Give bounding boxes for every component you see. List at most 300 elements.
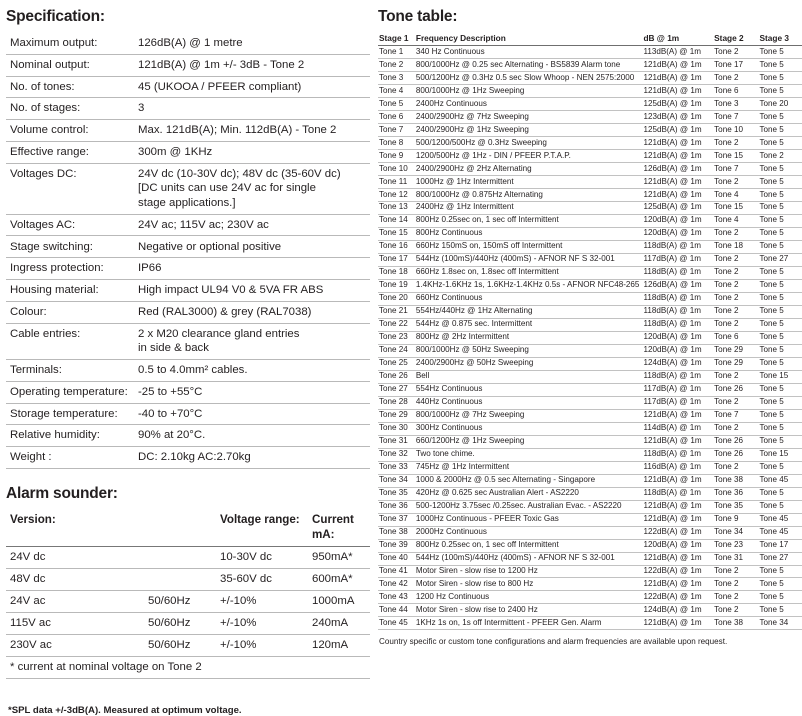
tone-cell: Tone 2 [714,72,759,85]
specification-table-body [6,33,370,468]
tone-cell: Tone 1 [378,46,416,59]
tone-table-row [378,124,802,137]
tone-cell: 121dB(A) @ 1m [643,137,714,150]
tone-cell: 800Hz 0.25sec on, 1 sec off Intermittent [416,214,644,227]
tone-cell: Tone 17 [378,253,416,266]
tone-cell: Tone 2 [714,266,759,279]
spec-row [6,33,370,54]
tone-cell: Tone 2 [714,422,759,435]
alarm-cell: 50/60Hz [148,590,220,612]
tone-cell: 121dB(A) @ 1m [643,617,714,630]
tone-table-row [378,513,802,526]
tone-cell: Tone 5 [759,175,802,188]
spec-row-label: Maximum output: [6,33,134,54]
spec-row-value: -25 to +55°C [134,381,370,403]
tone-table-row [378,474,802,487]
tone-cell: Tone 35 [378,487,416,500]
alarm-sounder-table-body [6,546,370,678]
tone-cell: Tone 9 [714,513,759,526]
spec-row-value: 24V dc (10-30V dc); 48V dc (35-60V dc) [DC units can use 24V ac for single stage applications.] [134,163,370,214]
tone-cell: Motor Siren - slow rise to 2400 Hz [416,604,644,617]
tone-cell: 121dB(A) @ 1m [643,59,714,72]
tone-cell: Tone 40 [378,552,416,565]
tone-cell: 2400Hz @ 1Hz Intermittent [416,201,644,214]
tone-cell: Tone 7 [714,409,759,422]
spec-row [6,141,370,163]
tone-cell: 116dB(A) @ 1m [643,461,714,474]
tone-cell: 118dB(A) @ 1m [643,370,714,383]
tone-table-title: Tone table: [378,8,458,25]
tone-cell: 2400/2900Hz @ 2Hz Alternating [416,162,644,175]
tone-table-row [378,617,802,630]
tone-cell: Tone 29 [714,344,759,357]
tone-cell: Tone 27 [759,552,802,565]
tone-cell: 121dB(A) @ 1m [643,409,714,422]
tone-cell: Tone 2 [714,604,759,617]
tone-cell: 660Hz 150mS on, 150mS off Intermittent [416,240,644,253]
spl-note: *SPL data +/-3dB(A). Measured at optimum voltage. [8,704,242,716]
tone-cell: 745Hz @ 1Hz Intermittent [416,461,644,474]
alarm-cell: 24V dc [6,546,148,568]
tone-cell: 120dB(A) @ 1m [643,344,714,357]
alarm-cell: 35-60V dc [220,568,312,590]
spec-row-value: 121dB(A) @ 1m +/- 3dB - Tone 2 [134,54,370,76]
tone-cell: 544Hz @ 0.875 sec. Intermittent [416,318,644,331]
tone-cell: 118dB(A) @ 1m [643,487,714,500]
tone-cell: Tone 2 [714,279,759,292]
tone-cell: Tone 24 [378,344,416,357]
tone-table-row [378,604,802,617]
spec-row-value: 45 (UKOOA / PFEER compliant) [134,76,370,98]
tone-table-row [378,201,802,214]
tone-cell: Tone 34 [378,474,416,487]
tone-cell: 120dB(A) @ 1m [643,227,714,240]
spec-row-value: 90% at 20°C. [134,425,370,447]
tone-cell: Tone 25 [378,357,416,370]
spec-row-value: Max. 121dB(A); Min. 112dB(A) - Tone 2 [134,120,370,142]
spec-row [6,280,370,302]
tone-cell: Tone 9 [378,150,416,163]
tone-cell: Tone 2 [714,253,759,266]
tone-cell: 420Hz @ 0.625 sec Australian Alert - AS2220 [416,487,644,500]
alarm-cell: 50/60Hz [148,612,220,634]
tone-cell: Tone 38 [714,617,759,630]
tone-cell: 800/1000Hz @ 0.25 sec Alternating - BS5839 Alarm tone [416,59,644,72]
tone-cell: Tone 39 [378,539,416,552]
tone-table-row [378,305,802,318]
tone-cell: Tone 5 [759,227,802,240]
tone-cell: Tone 2 [714,370,759,383]
tone-cell: Tone 5 [759,162,802,175]
tone-cell: Tone 14 [378,214,416,227]
tone-cell: Tone 45 [759,513,802,526]
tone-table-row [378,344,802,357]
alarm-cell: 48V dc [6,568,148,590]
tone-cell: Tone 5 [759,344,802,357]
spec-row-label: Stage switching: [6,236,134,258]
tone-cell: 118dB(A) @ 1m [643,240,714,253]
tone-cell: Tone 19 [378,279,416,292]
spec-row-label: Voltages AC: [6,214,134,236]
tone-cell: Tone 8 [378,137,416,150]
alarm-note-row [6,656,370,678]
tone-cell: 117dB(A) @ 1m [643,396,714,409]
tone-cell: Tone 2 [759,150,802,163]
alarm-row [6,546,370,568]
tone-cell: Tone 34 [759,617,802,630]
tone-cell: Tone 5 [759,435,802,448]
tone-cell: Tone 41 [378,565,416,578]
tone-cell: 121dB(A) @ 1m [643,578,714,591]
tone-cell: Tone 38 [378,526,416,539]
tone-table-row [378,175,802,188]
spec-row-value: 3 [134,98,370,120]
tone-cell: Tone 26 [714,435,759,448]
tone-cell: 121dB(A) @ 1m [643,188,714,201]
tone-cell: Tone 5 [759,111,802,124]
spec-row-value: IP66 [134,258,370,280]
tone-cell: Tone 2 [714,305,759,318]
tone-cell: Tone 2 [714,591,759,604]
specification-title: Specification: [6,8,105,25]
tone-cell: 121dB(A) @ 1m [643,513,714,526]
tone-cell: 122dB(A) @ 1m [643,565,714,578]
tone-table-row [378,279,802,292]
tone-cell: Tone 2 [714,461,759,474]
tone-cell: Tone 17 [714,59,759,72]
spec-row [6,425,370,447]
tone-cell: Tone 2 [714,396,759,409]
alarm-note: * current at nominal voltage on Tone 2 [6,656,370,678]
tone-cell: 118dB(A) @ 1m [643,266,714,279]
tone-cell: Tone 5 [759,578,802,591]
tone-cell: Tone 26 [378,370,416,383]
tone-cell: 126dB(A) @ 1m [643,162,714,175]
tone-cell: Tone 12 [378,188,416,201]
alarm-cell: +/-10% [220,634,312,656]
spec-row-label: Colour: [6,301,134,323]
alarm-sounder-header-row [6,510,370,546]
right-column [378,6,802,658]
spec-row [6,359,370,381]
tone-cell: Tone 21 [378,305,416,318]
tone-cell: Tone 2 [714,46,759,59]
alarm-cell: 24V ac [6,590,148,612]
tone-cell: 2400/2900Hz @ 1Hz Sweeping [416,124,644,137]
tone-table-row [378,111,802,124]
tone-cell: Tone 15 [759,370,802,383]
alarm-cell: 115V ac [6,612,148,634]
tone-table-row [378,383,802,396]
alarm-row [6,568,370,590]
tone-cell: 123dB(A) @ 1m [643,111,714,124]
tone-cell: Tone 34 [714,526,759,539]
spec-row-label: No. of stages: [6,98,134,120]
tone-table-row [378,461,802,474]
tone-cell: Tone 5 [759,266,802,279]
tone-table-row [378,539,802,552]
tone-table-row [378,85,802,98]
tone-table-row [378,59,802,72]
tone-cell: Tone 20 [759,98,802,111]
tone-table-row [378,98,802,111]
tone-cell: 125dB(A) @ 1m [643,201,714,214]
alarm-header-cell [148,510,220,546]
tone-cell: Tone 6 [714,331,759,344]
spec-row [6,258,370,280]
tone-cell: Tone 2 [714,175,759,188]
alarm-cell: 10-30V dc [220,546,312,568]
tone-cell: Tone 31 [714,552,759,565]
tone-cell: Tone 5 [759,487,802,500]
tone-cell: 340 Hz Continuous [416,46,644,59]
alarm-cell: +/-10% [220,590,312,612]
spec-row [6,323,370,359]
spec-row-label: Ingress protection: [6,258,134,280]
tone-table-row [378,578,802,591]
tone-header-cell: dB @ 1m [643,33,714,46]
tone-cell: Tone 42 [378,578,416,591]
tone-cell: Tone 5 [759,214,802,227]
tone-table-row [378,487,802,500]
tone-cell: Tone 16 [378,240,416,253]
tone-cell: 121dB(A) @ 1m [643,175,714,188]
tone-cell: 800/1000Hz @ 7Hz Sweeping [416,409,644,422]
tone-cell: Tone 5 [759,59,802,72]
tone-cell: Tone 5 [759,357,802,370]
tone-cell: Tone 15 [714,201,759,214]
tone-cell: Tone 5 [759,201,802,214]
tone-cell: Tone 15 [714,150,759,163]
tone-cell: 126dB(A) @ 1m [643,279,714,292]
tone-cell: 2400/2900Hz @ 7Hz Sweeping [416,111,644,124]
tone-cell: Tone 2 [714,318,759,331]
tone-cell: Tone 31 [378,435,416,448]
tone-cell: 121dB(A) @ 1m [643,474,714,487]
tone-cell: Tone 7 [714,162,759,175]
specification-table [6,33,370,469]
spec-row-value: -40 to +70°C [134,403,370,425]
tone-cell: Tone 5 [759,461,802,474]
tone-cell: Motor Siren - slow rise to 800 Hz [416,578,644,591]
tone-cell: Tone 38 [714,474,759,487]
tone-cell: Tone 44 [378,604,416,617]
tone-cell: Tone 4 [378,85,416,98]
tone-cell: 120dB(A) @ 1m [643,331,714,344]
alarm-cell: +/-10% [220,612,312,634]
tone-cell: Tone 3 [714,98,759,111]
spec-row-label: Housing material: [6,280,134,302]
spec-row [6,214,370,236]
tone-cell: Tone 18 [714,240,759,253]
spec-row [6,381,370,403]
tone-cell: Tone 5 [759,188,802,201]
spec-row-label: Nominal output: [6,54,134,76]
tone-cell: Tone 5 [759,305,802,318]
tone-table-header-row [378,33,802,46]
tone-table-row [378,552,802,565]
tone-table-row [378,46,802,59]
tone-cell: Tone 5 [759,137,802,150]
tone-cell: Tone 13 [378,201,416,214]
left-column [6,6,378,716]
tone-table-row [378,331,802,344]
spec-row-label: Cable entries: [6,323,134,359]
tone-cell: Tone 7 [378,124,416,137]
tone-table-row [378,396,802,409]
tone-cell: Tone 28 [378,396,416,409]
tone-cell: Tone 5 [759,500,802,513]
tone-cell: 660Hz 1.8sec on, 1.8sec off Intermittent [416,266,644,279]
spec-row-value: 24V ac; 115V ac; 230V ac [134,214,370,236]
tone-table-row [378,240,802,253]
tone-cell: Tone 30 [378,422,416,435]
tone-cell: Tone 2 [378,59,416,72]
tone-cell: Tone 36 [378,500,416,513]
tone-cell: 120dB(A) @ 1m [643,214,714,227]
tone-cell: 2400/2900Hz @ 50Hz Sweeping [416,357,644,370]
tone-cell: Tone 29 [378,409,416,422]
tone-cell: Tone 5 [759,396,802,409]
spec-row-label: Operating temperature: [6,381,134,403]
tone-header-cell: Stage 3 [759,33,802,46]
tone-cell: Tone 35 [714,500,759,513]
tone-table-row [378,565,802,578]
tone-cell: Tone 11 [378,175,416,188]
tone-cell: Tone 5 [759,409,802,422]
alarm-row [6,612,370,634]
tone-cell: Tone 6 [378,111,416,124]
tone-cell: Tone 2 [714,137,759,150]
tone-table [378,33,802,630]
spec-row-value: Negative or optional positive [134,236,370,258]
tone-cell: 122dB(A) @ 1m [643,591,714,604]
alarm-cell: 230V ac [6,634,148,656]
tone-table-row [378,422,802,435]
tone-table-body [378,46,802,630]
tone-cell: 117dB(A) @ 1m [643,253,714,266]
tone-cell: 122dB(A) @ 1m [643,526,714,539]
tone-cell: 544Hz (100mS)/440Hz (400mS) - AFNOR NF S 32-001 [416,253,644,266]
tone-cell: 500/1200Hz @ 0.3Hz 0.5 sec Slow Whoop - NEN 2575:2000 [416,72,644,85]
tone-cell: 118dB(A) @ 1m [643,305,714,318]
alarm-cell: 240mA [312,612,370,634]
spec-row-label: Effective range: [6,141,134,163]
tone-cell: Tone 3 [378,72,416,85]
tone-cell: 300Hz Continuous [416,422,644,435]
spec-row [6,301,370,323]
tone-cell: 800/1000Hz @ 0.875Hz Alternating [416,188,644,201]
spec-row-label: Voltages DC: [6,163,134,214]
spec-row [6,98,370,120]
tone-cell: Tone 5 [759,331,802,344]
tone-cell: Tone 26 [714,448,759,461]
tone-cell: Tone 5 [759,422,802,435]
spec-row [6,403,370,425]
tone-cell: Tone 10 [378,162,416,175]
tone-cell: 1200 Hz Continuous [416,591,644,604]
alarm-cell [148,546,220,568]
tone-cell: Tone 5 [759,591,802,604]
tone-cell: 440Hz Continuous [416,396,644,409]
spec-row [6,236,370,258]
tone-cell: 660Hz Continuous [416,292,644,305]
alarm-cell [148,568,220,590]
spec-row [6,120,370,142]
alarm-row [6,634,370,656]
spec-row [6,54,370,76]
tone-cell: Two tone chime. [416,448,644,461]
tone-cell: 800/1000Hz @ 1Hz Sweeping [416,85,644,98]
tone-cell: 800Hz 0.25sec on, 1 sec off Intermittent [416,539,644,552]
tone-cell: 800Hz @ 2Hz Intermittent [416,331,644,344]
tone-cell: 1000Hz @ 1Hz Intermittent [416,175,644,188]
tone-cell: Tone 5 [759,72,802,85]
alarm-header-cell: Voltage range: [220,510,312,546]
tone-cell: Tone 10 [714,124,759,137]
tone-cell: 113dB(A) @ 1m [643,46,714,59]
tone-cell: Tone 23 [378,331,416,344]
alarm-cell: 600mA* [312,568,370,590]
tone-table-row [378,188,802,201]
tone-header-cell: Stage 2 [714,33,759,46]
alarm-sounder-section [6,485,370,679]
tone-cell: 117dB(A) @ 1m [643,383,714,396]
tone-cell: 121dB(A) @ 1m [643,150,714,163]
tone-cell: Tone 22 [378,318,416,331]
tone-cell: 124dB(A) @ 1m [643,604,714,617]
tone-cell: Tone 5 [759,604,802,617]
tone-table-row [378,137,802,150]
tone-cell: 125dB(A) @ 1m [643,124,714,137]
tone-cell: Tone 2 [714,578,759,591]
tone-cell: 554Hz Continuous [416,383,644,396]
tone-cell: Tone 32 [378,448,416,461]
tone-cell: Tone 26 [714,383,759,396]
tone-header-cell: Frequency Description [416,33,644,46]
spec-row-label: Storage temperature: [6,403,134,425]
alarm-sounder-table-head [6,510,370,546]
tone-cell: Tone 36 [714,487,759,500]
tone-table-row [378,150,802,163]
tone-cell: Tone 29 [714,357,759,370]
alarm-header-cell: Version: [6,510,148,546]
tone-cell: 120dB(A) @ 1m [643,539,714,552]
tone-cell: 1000 & 2000Hz @ 0.5 sec Alternating - Singapore [416,474,644,487]
tone-cell: 125dB(A) @ 1m [643,98,714,111]
tone-cell: Tone 27 [759,253,802,266]
tone-cell: Tone 4 [714,214,759,227]
tone-cell: Tone 5 [759,124,802,137]
tone-cell: Tone 17 [759,539,802,552]
tone-cell: 2400Hz Continuous [416,98,644,111]
tone-cell: Tone 5 [759,292,802,305]
tone-cell: Tone 5 [759,85,802,98]
spec-row [6,163,370,214]
tone-cell: 121dB(A) @ 1m [643,85,714,98]
tone-cell: Tone 5 [759,240,802,253]
tone-cell: 2000Hz Continuous [416,526,644,539]
spec-row-value: 126dB(A) @ 1 metre [134,33,370,54]
spec-row-label: Relative humidity: [6,425,134,447]
tone-table-row [378,162,802,175]
tone-cell: 1.4KHz-1.6KHz 1s, 1.6KHz-1.4KHz 0.5s - AFNOR NFC48-265 [416,279,644,292]
spec-row [6,447,370,469]
tone-cell: Tone 15 [759,448,802,461]
tone-cell: 121dB(A) @ 1m [643,500,714,513]
tone-table-row [378,526,802,539]
spec-row-value: 2 x M20 clearance gland entries in side & back [134,323,370,359]
